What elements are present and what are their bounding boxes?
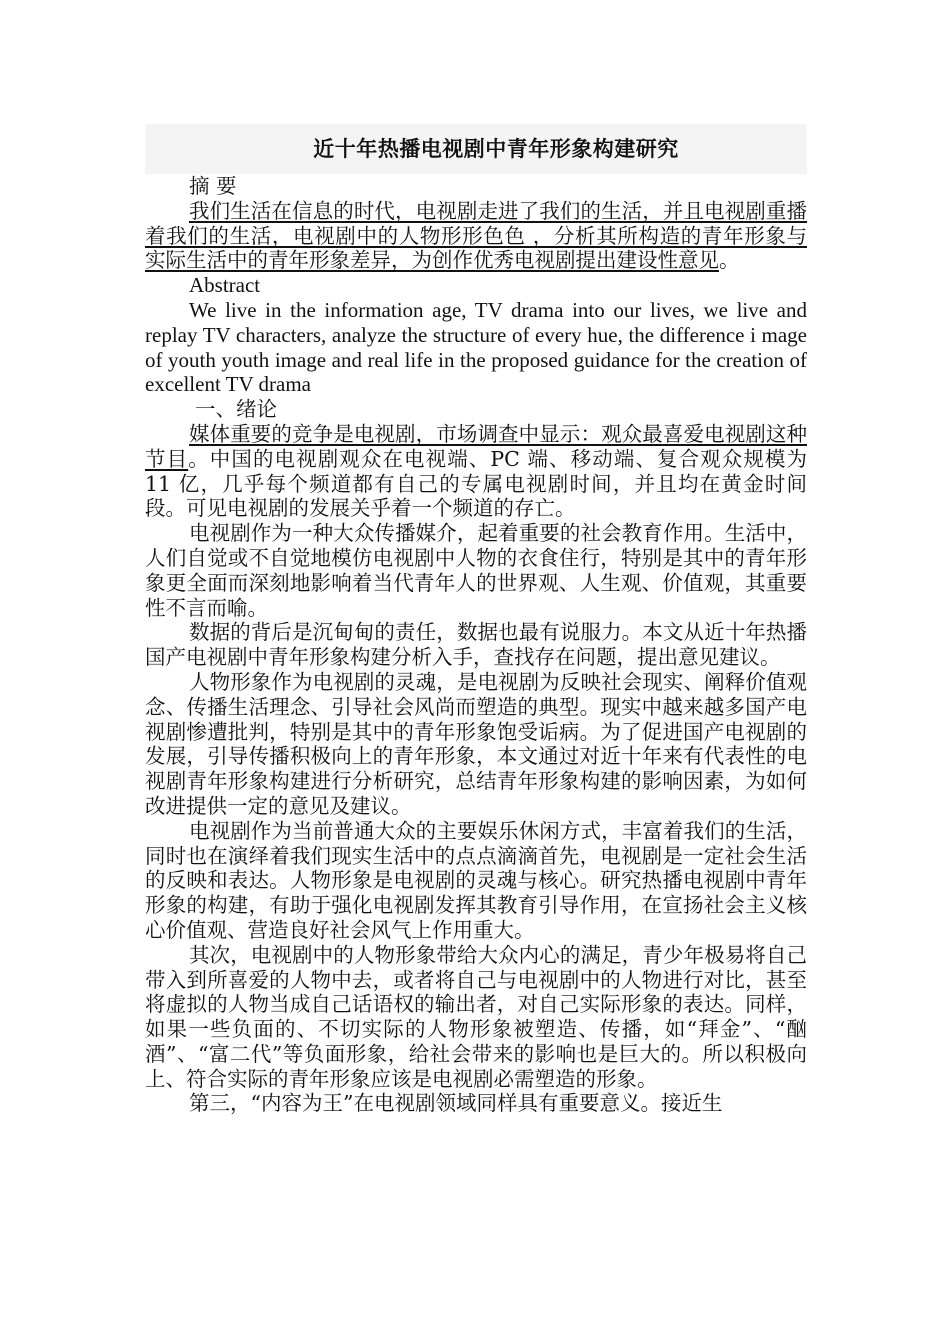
abstract-en-heading: Abstract bbox=[189, 273, 261, 298]
abstract-en-paragraph: We live in the information age, TV drama into our lives, we live and replay TV characters, analyze the structure of every hue, the difference i mage of youth youth image and real life in the proposed guidance for the creation of excellent TV drama bbox=[145, 297, 807, 397]
paragraph-text: 。中国的电视剧观众在电视端、PC 端、移动端、复合观众规模为 11 亿，几乎每个频道都有自己的专属电视剧时间，并且均在黄金时间段。可见电视剧的发展关乎着一个频道的存亡。 bbox=[145, 446, 808, 521]
abstract-cn-underlined: 我们生活在信息的时代，电视剧走进了我们的生活，并且电视剧重播着我们的生活，电视剧中的人物形形色色 ，分析其所构造的青年形象与实际生活中的青年形象差异，为创作优秀电视剧提出建设性意见 bbox=[145, 198, 807, 273]
body-paragraph: 电视剧作为一种大众传播媒介，起着重要的社会教育作用。生活中，人们自觉或不自觉地模仿电视剧中人物的衣食住行，特别是其中的青年形象更全面而深刻地影响着当代青年人的世界观、人生观、价值观，其重要性不言而喻。 bbox=[145, 521, 807, 620]
body-paragraph: 其次，电视剧中的人物形象带给大众内心的满足，青少年极易将自己带入到所喜爱的人物中去，或者将自己与电视剧中的人物进行对比，甚至将虚拟的人物当成自己话语权的输出者，对自己实际形象的表达。同样，如果一些负面的、不切实际的人物形象被塑造、传播，如“拜金”、“酗酒”、“富二代”等负面形象，给社会带来的影响也是巨大的。所以积极向上、符合实际的青年形象应该是电视剧必需塑造的形象。 bbox=[145, 942, 807, 1091]
body-paragraph bbox=[145, 422, 807, 521]
body-paragraph: 数据的背后是沉甸甸的责任，数据也最有说服力。本文从近十年热播国产电视剧中青年形象构建分析入手，查找存在问题，提出意见建议。 bbox=[145, 620, 807, 670]
title-bar bbox=[145, 124, 807, 174]
body-paragraph: 第三，“内容为王”在电视剧领域同样具有重要意义。接近生 bbox=[189, 1091, 723, 1116]
abstract-heading: 摘 要 bbox=[189, 174, 237, 198]
abstract-cn-paragraph bbox=[145, 199, 807, 273]
body-paragraph: 电视剧作为当前普通大众的主要娱乐休闲方式，丰富着我们的生活，同时也在演绎着我们现实生活中的点点滴滴首先，电视剧是一定社会生活的反映和表达。人物形象是电视剧的灵魂与核心。研究热播电视剧中青年形象的构建，有助于强化电视剧发挥其教育引导作用，在宣扬社会主义核心价值观、营造良好社会风气上作用重大。 bbox=[145, 818, 807, 942]
document-title: 近十年热播电视剧中青年形象构建研究 bbox=[313, 136, 679, 161]
section-heading-introduction: 一、绪论 bbox=[195, 397, 277, 422]
body-paragraph: 人物形象作为电视剧的灵魂，是电视剧为反映社会现实、阐释价值观念、传播生活理念、引导社会风尚而塑造的典型。现实中越来越多国产电视剧惨遭批判，特别是其中的青年形象饱受诟病。为了促进国产电视剧的发展，引导传播积极向上的青年形象，本文通过对近十年来有代表性的电视剧青年形象构建进行分析研究，总结青年形象构建的影响因素，为如何改进提供一定的意见及建议。 bbox=[145, 669, 807, 818]
abstract-cn-tail: 。 bbox=[719, 248, 740, 273]
document-page bbox=[145, 124, 807, 1116]
paragraph-underlined-text: 媒体重要的竞争是电视剧，市场调查中显示：观众最喜爱电视剧这种节目 bbox=[145, 421, 807, 471]
